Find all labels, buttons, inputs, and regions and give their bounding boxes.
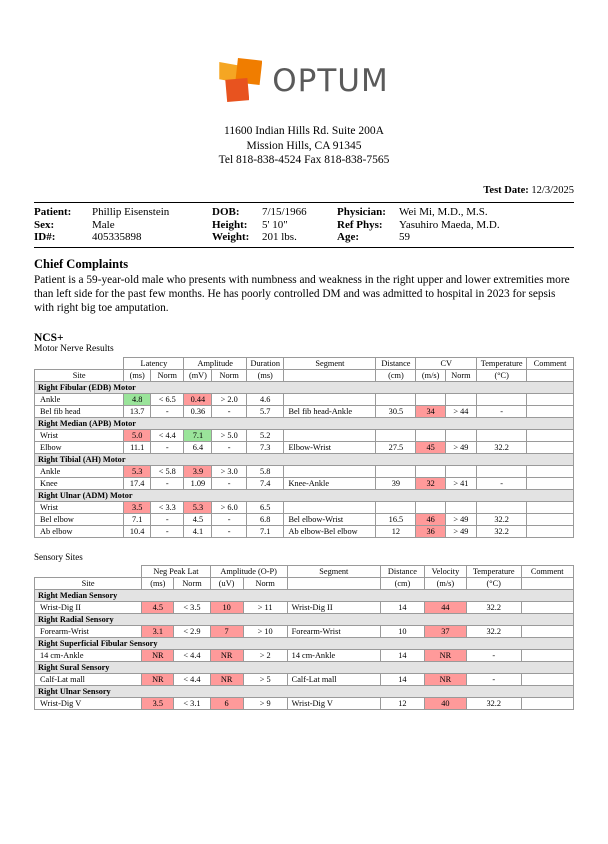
- cell-latency: 13.7: [124, 406, 151, 418]
- cell-latency-norm: -: [151, 406, 184, 418]
- cell-amplitude-norm: > 10: [243, 626, 287, 638]
- cell-latency-norm: < 3.5: [174, 602, 210, 614]
- cell-cv: [416, 502, 445, 514]
- nerve-group-header: [35, 382, 574, 394]
- cell-amplitude: 6: [210, 698, 243, 710]
- test-date-value: 12/3/2025: [531, 184, 574, 196]
- cell-latency-norm: < 6.5: [151, 394, 184, 406]
- nerve-group-header: [35, 490, 574, 502]
- header-cv: CV: [416, 358, 477, 370]
- cell-distance: [376, 502, 416, 514]
- cell-distance: 14: [380, 674, 424, 686]
- cell-distance: 12: [380, 698, 424, 710]
- table-row: [35, 602, 574, 614]
- unit-header: Site: [35, 370, 124, 382]
- cell-latency-norm: < 4.4: [174, 674, 210, 686]
- ncs-title: NCS+: [34, 332, 64, 345]
- nerve-group-header: [35, 454, 574, 466]
- cell-temperature: [477, 430, 527, 442]
- nerve-group-name: Right Ulnar (ADM) Motor: [35, 490, 574, 502]
- cell-amplitude-norm: -: [212, 406, 247, 418]
- cell-cv: 45: [416, 442, 445, 454]
- optum-mark-icon: [219, 58, 265, 104]
- unit-header: (°C): [477, 370, 527, 382]
- cell-duration: 5.7: [246, 406, 284, 418]
- cell-latency-norm: < 2.9: [174, 626, 210, 638]
- unit-header: (°C): [466, 578, 521, 590]
- cell-cv-norm: > 49: [445, 514, 476, 526]
- address-line-3: Tel 818-838-4524 Fax 818-838-7565: [218, 154, 390, 166]
- cell-latency-norm: < 3.3: [151, 502, 184, 514]
- cell-site: Ab elbow: [35, 526, 124, 538]
- cell-segment: [284, 502, 376, 514]
- header-duration: Duration: [246, 358, 284, 370]
- motor-results-table: [34, 357, 574, 538]
- cell-latency-norm: -: [151, 478, 184, 490]
- refphys-value: Yasuhiro Maeda, M.D.: [399, 218, 500, 231]
- cell-temperature: 32.2: [466, 602, 521, 614]
- cell-latency: 7.1: [124, 514, 151, 526]
- nerve-group-name: Right Median (APB) Motor: [35, 418, 574, 430]
- nerve-group-name: Right Sural Sensory: [35, 662, 574, 674]
- table-header-row: [35, 358, 574, 370]
- table-row: [35, 526, 574, 538]
- cell-distance: 30.5: [376, 406, 416, 418]
- cell-site: Knee: [35, 478, 124, 490]
- cell-amplitude: NR: [210, 674, 243, 686]
- cell-comment: [521, 602, 574, 614]
- header-segment: Segment: [287, 566, 380, 578]
- cell-velocity: 44: [424, 602, 466, 614]
- cell-cv: 32: [416, 478, 445, 490]
- cell-cv: [416, 430, 445, 442]
- table-row: [35, 626, 574, 638]
- unit-header: (mV): [184, 370, 212, 382]
- cell-latency-norm: < 3.1: [174, 698, 210, 710]
- physician-label: Physician:: [337, 205, 386, 218]
- cell-duration: 7.1: [246, 526, 284, 538]
- cell-amplitude: 7.1: [184, 430, 212, 442]
- cell-latency-norm: < 4.4: [174, 650, 210, 662]
- address-line-2: Mission Hills, CA 91345: [246, 139, 362, 152]
- optum-wordmark: OPTUM: [272, 63, 389, 99]
- cell-site: Ankle: [35, 466, 124, 478]
- nerve-group-name: Right Radial Sensory: [35, 614, 574, 626]
- header-segment: Segment: [284, 358, 376, 370]
- cell-cv-norm: [445, 430, 476, 442]
- cell-distance: 12: [376, 526, 416, 538]
- cell-segment: [284, 394, 376, 406]
- nerve-group-name: Right Tibial (AH) Motor: [35, 454, 574, 466]
- cell-site: Wrist: [35, 430, 124, 442]
- cell-comment: [527, 514, 574, 526]
- sex-label: Sex:: [34, 218, 55, 231]
- cell-amplitude: 10: [210, 602, 243, 614]
- nerve-group-name: Right Fibular (EDB) Motor: [35, 382, 574, 394]
- table-row: [35, 674, 574, 686]
- chief-complaints-title: Chief Complaints: [34, 256, 129, 271]
- cell-site: Bel fib head: [35, 406, 124, 418]
- cell-latency: 10.4: [124, 526, 151, 538]
- chief-complaints-body: Patient is a 59-year-old male who presents with numbness and weakness in the right upper and lower extremities more than left side for the past few months. He has poorly controlled DM and was admitted to hospital in 2023 for sepsis with right big toe amputation.: [34, 273, 570, 315]
- cell-segment: Bel elbow-Wrist: [284, 514, 376, 526]
- cell-segment: [284, 466, 376, 478]
- unit-header: Site: [35, 578, 142, 590]
- nerve-group-header: [35, 638, 574, 650]
- patient-row: [34, 206, 574, 219]
- sensory-sites-title: Sensory Sites: [34, 552, 83, 563]
- header-distance: Distance: [380, 566, 424, 578]
- unit-header: (m/s): [416, 370, 445, 382]
- cell-segment: Knee-Ankle: [284, 478, 376, 490]
- cell-latency: 4.8: [124, 394, 151, 406]
- cell-comment: [521, 626, 574, 638]
- unit-header: Norm: [212, 370, 247, 382]
- cell-duration: 5.2: [246, 430, 284, 442]
- table-row: [35, 502, 574, 514]
- cell-temperature: -: [466, 674, 521, 686]
- cell-duration: 7.4: [246, 478, 284, 490]
- header-velocity: Velocity: [424, 566, 466, 578]
- cell-cv-norm: [445, 466, 476, 478]
- cell-duration: 4.6: [246, 394, 284, 406]
- header-comment: Comment: [521, 566, 574, 578]
- cell-amplitude: 6.4: [184, 442, 212, 454]
- cell-latency: NR: [142, 674, 174, 686]
- cell-temperature: -: [477, 406, 527, 418]
- cell-comment: [527, 502, 574, 514]
- table-row: [35, 650, 574, 662]
- cell-temperature: -: [466, 650, 521, 662]
- cell-duration: 6.8: [246, 514, 284, 526]
- unit-header: Norm: [445, 370, 476, 382]
- cell-site: Calf-Lat mall: [35, 674, 142, 686]
- nerve-group-name: Right Median Sensory: [35, 590, 574, 602]
- cell-segment: Wrist-Dig II: [287, 602, 380, 614]
- patient-info-block: [34, 202, 574, 248]
- unit-header: (ms): [124, 370, 151, 382]
- cell-segment: Wrist-Dig V: [287, 698, 380, 710]
- unit-header: (ms): [246, 370, 284, 382]
- cell-segment: Forearm-Wrist: [287, 626, 380, 638]
- cell-amplitude: 7: [210, 626, 243, 638]
- cell-distance: [376, 466, 416, 478]
- table-row: [35, 442, 574, 454]
- cell-temperature: 32.2: [466, 626, 521, 638]
- header-blank: [35, 566, 142, 578]
- cell-cv-norm: > 49: [445, 442, 476, 454]
- unit-header: (cm): [380, 578, 424, 590]
- cell-amplitude: 3.9: [184, 466, 212, 478]
- physician-value: Wei Mi, M.D., M.S.: [399, 205, 488, 218]
- dob-label: DOB:: [212, 205, 240, 218]
- cell-distance: 14: [380, 602, 424, 614]
- cell-distance: 27.5: [376, 442, 416, 454]
- cell-amplitude-norm: -: [212, 526, 247, 538]
- table-header-row: [35, 566, 574, 578]
- cell-cv: 34: [416, 406, 445, 418]
- cell-amplitude-norm: > 2: [243, 650, 287, 662]
- table-row: [35, 430, 574, 442]
- unit-header: [521, 578, 574, 590]
- cell-amplitude-norm: > 11: [243, 602, 287, 614]
- cell-comment: [527, 442, 574, 454]
- test-date: [0, 185, 608, 196]
- cell-amplitude-norm: > 5.0: [212, 430, 247, 442]
- patient-row: [34, 231, 574, 244]
- cell-cv-norm: [445, 502, 476, 514]
- cell-distance: 39: [376, 478, 416, 490]
- cell-amplitude: 0.36: [184, 406, 212, 418]
- cell-comment: [527, 430, 574, 442]
- cell-site: Wrist: [35, 502, 124, 514]
- unit-header: [284, 370, 376, 382]
- cell-distance: [376, 394, 416, 406]
- cell-duration: 5.8: [246, 466, 284, 478]
- cell-amplitude: 4.1: [184, 526, 212, 538]
- unit-header: (m/s): [424, 578, 466, 590]
- cell-site: Elbow: [35, 442, 124, 454]
- cell-comment: [521, 698, 574, 710]
- cell-latency: NR: [142, 650, 174, 662]
- cell-comment: [527, 466, 574, 478]
- motor-nerve-results-title: Motor Nerve Results: [34, 344, 114, 355]
- unit-header: (uV): [210, 578, 243, 590]
- cell-latency: 5.0: [124, 430, 151, 442]
- cell-latency: 3.5: [142, 698, 174, 710]
- cell-latency: 4.5: [142, 602, 174, 614]
- cell-temperature: [477, 502, 527, 514]
- address-line-1: 11600 Indian Hills Rd. Suite 200A: [224, 125, 384, 137]
- table-row: [35, 698, 574, 710]
- cell-site: Wrist-Dig II: [35, 602, 142, 614]
- cell-latency-norm: -: [151, 442, 184, 454]
- unit-header: Norm: [243, 578, 287, 590]
- cell-temperature: [477, 394, 527, 406]
- weight-label: Weight:: [212, 231, 250, 244]
- cell-temperature: 32.2: [477, 514, 527, 526]
- unit-header: (cm): [376, 370, 416, 382]
- cell-velocity: 37: [424, 626, 466, 638]
- header-amplitude-op: Amplitude (O-P): [210, 566, 287, 578]
- table-row: [35, 514, 574, 526]
- cell-velocity: NR: [424, 674, 466, 686]
- cell-comment: [527, 478, 574, 490]
- cell-cv-norm: > 41: [445, 478, 476, 490]
- refphys-label: Ref Phys:: [337, 218, 383, 231]
- nerve-group-header: [35, 614, 574, 626]
- cell-latency-norm: < 5.8: [151, 466, 184, 478]
- cell-temperature: -: [477, 478, 527, 490]
- cell-amplitude: 1.09: [184, 478, 212, 490]
- cell-cv: 46: [416, 514, 445, 526]
- cell-cv-norm: [445, 394, 476, 406]
- cell-cv-norm: > 44: [445, 406, 476, 418]
- table-unit-row: [35, 370, 574, 382]
- id-label: ID#:: [34, 231, 56, 244]
- cell-segment: 14 cm-Ankle: [287, 650, 380, 662]
- cell-latency-norm: -: [151, 514, 184, 526]
- cell-amplitude-norm: > 9: [243, 698, 287, 710]
- nerve-group-header: [35, 662, 574, 674]
- header-latency: Latency: [124, 358, 184, 370]
- nerve-group-header: [35, 686, 574, 698]
- cell-cv: [416, 394, 445, 406]
- cell-latency: 3.1: [142, 626, 174, 638]
- cell-duration: 6.5: [246, 502, 284, 514]
- cell-distance: 14: [380, 650, 424, 662]
- cell-latency: 5.3: [124, 466, 151, 478]
- cell-comment: [527, 406, 574, 418]
- header-blank: [35, 358, 124, 370]
- nerve-group-header: [35, 590, 574, 602]
- header-temperature: Temperature: [477, 358, 527, 370]
- height-value: 5' 10": [262, 218, 288, 231]
- cell-velocity: NR: [424, 650, 466, 662]
- cell-distance: 16.5: [376, 514, 416, 526]
- cell-comment: [527, 394, 574, 406]
- cell-cv-norm: > 49: [445, 526, 476, 538]
- table-row: [35, 466, 574, 478]
- height-label: Height:: [212, 218, 248, 231]
- id-value: 405335898: [92, 231, 142, 244]
- weight-value: 201 lbs.: [262, 231, 297, 244]
- cell-duration: 7.3: [246, 442, 284, 454]
- cell-cv: 36: [416, 526, 445, 538]
- patient-row: [34, 218, 574, 231]
- cell-amplitude-norm: > 2.0: [212, 394, 247, 406]
- report-page: [0, 58, 608, 844]
- cell-velocity: 40: [424, 698, 466, 710]
- cell-latency-norm: -: [151, 526, 184, 538]
- cell-comment: [527, 526, 574, 538]
- cell-latency-norm: < 4.4: [151, 430, 184, 442]
- cell-amplitude-norm: > 6.0: [212, 502, 247, 514]
- cell-segment: Bel fib head-Ankle: [284, 406, 376, 418]
- cell-amplitude-norm: -: [212, 478, 247, 490]
- header-temperature: Temperature: [466, 566, 521, 578]
- cell-segment: [284, 430, 376, 442]
- cell-amplitude-norm: > 3.0: [212, 466, 247, 478]
- cell-segment: Elbow-Wrist: [284, 442, 376, 454]
- patient-label: Patient:: [34, 205, 72, 218]
- cell-amplitude: 4.5: [184, 514, 212, 526]
- cell-cv: [416, 466, 445, 478]
- unit-header: Norm: [174, 578, 210, 590]
- unit-header: Norm: [151, 370, 184, 382]
- cell-amplitude: NR: [210, 650, 243, 662]
- unit-header: (ms): [142, 578, 174, 590]
- cell-temperature: [477, 466, 527, 478]
- header-neg-peak-lat: Neg Peak Lat: [142, 566, 210, 578]
- cell-segment: Calf-Lat mall: [287, 674, 380, 686]
- cell-amplitude-norm: > 5: [243, 674, 287, 686]
- cell-latency: 3.5: [124, 502, 151, 514]
- table-row: [35, 406, 574, 418]
- test-date-label: Test Date:: [483, 184, 529, 196]
- cell-segment: Ab elbow-Bel elbow: [284, 526, 376, 538]
- unit-header: [287, 578, 380, 590]
- cell-site: 14 cm-Ankle: [35, 650, 142, 662]
- header-distance: Distance: [376, 358, 416, 370]
- age-value: 59: [399, 231, 410, 244]
- sex-value: Male: [92, 218, 115, 231]
- cell-latency: 17.4: [124, 478, 151, 490]
- cell-latency: 11.1: [124, 442, 151, 454]
- clinic-address: [0, 124, 608, 168]
- cell-site: Wrist-Dig V: [35, 698, 142, 710]
- unit-header: [527, 370, 574, 382]
- optum-logo: [0, 58, 608, 104]
- cell-amplitude: 5.3: [184, 502, 212, 514]
- cell-temperature: 32.2: [466, 698, 521, 710]
- cell-amplitude: 0.44: [184, 394, 212, 406]
- header-amplitude: Amplitude: [184, 358, 246, 370]
- header-comment: Comment: [527, 358, 574, 370]
- cell-site: Bel elbow: [35, 514, 124, 526]
- cell-comment: [521, 674, 574, 686]
- cell-amplitude-norm: -: [212, 442, 247, 454]
- patient-info-table: [34, 206, 574, 244]
- table-row: [35, 478, 574, 490]
- dob-value: 7/15/1966: [262, 205, 307, 218]
- cell-temperature: 32.2: [477, 526, 527, 538]
- age-label: Age:: [337, 231, 359, 244]
- table-unit-row: [35, 578, 574, 590]
- cell-distance: 10: [380, 626, 424, 638]
- nerve-group-header: [35, 418, 574, 430]
- cell-distance: [376, 430, 416, 442]
- cell-temperature: 32.2: [477, 442, 527, 454]
- table-row: [35, 394, 574, 406]
- cell-site: Ankle: [35, 394, 124, 406]
- patient-value: Phillip Eisenstein: [92, 205, 170, 218]
- nerve-group-name: Right Superficial Fibular Sensory: [35, 638, 574, 650]
- cell-amplitude-norm: -: [212, 514, 247, 526]
- cell-site: Forearm-Wrist: [35, 626, 142, 638]
- sensory-results-table: [34, 565, 574, 710]
- nerve-group-name: Right Ulnar Sensory: [35, 686, 574, 698]
- cell-comment: [521, 650, 574, 662]
